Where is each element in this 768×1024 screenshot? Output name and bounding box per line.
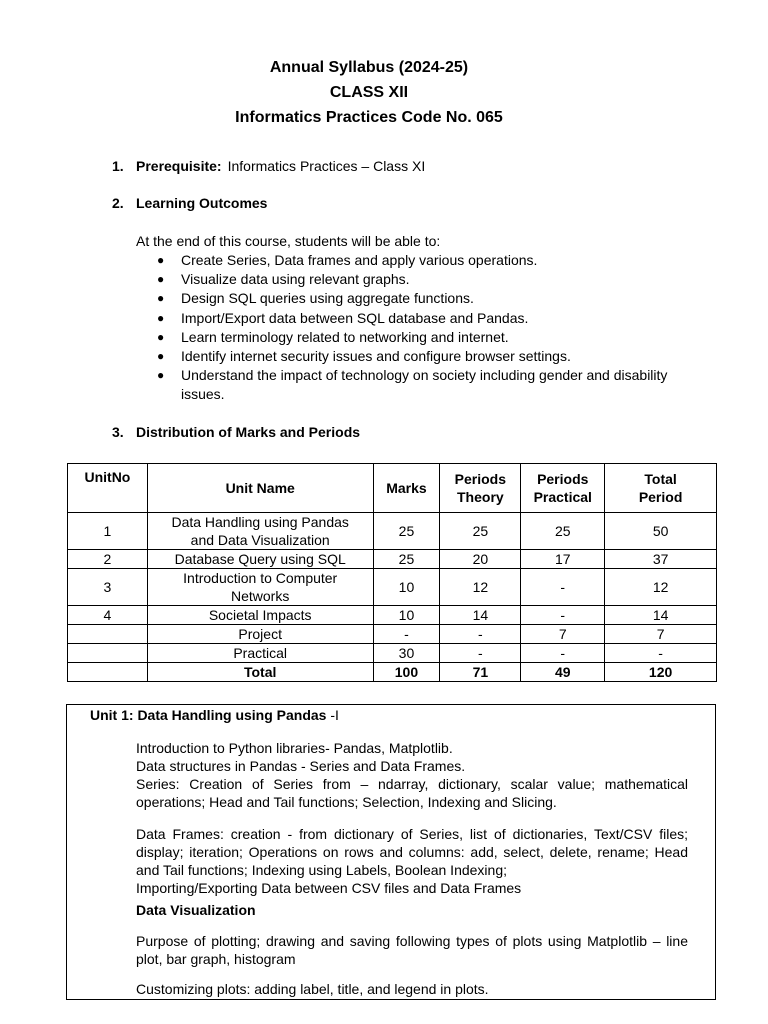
unit1-title-bold: Unit 1: Data Handling using Pandas (90, 707, 327, 723)
cell-unit: 2 (68, 550, 148, 569)
cell-unit: 4 (68, 606, 148, 625)
cell-practical: 49 (521, 663, 605, 682)
cell-total-label: Total (147, 663, 373, 682)
cell-practical: 17 (521, 550, 605, 569)
table-total-row (68, 663, 717, 682)
section-number: 3. (112, 424, 124, 440)
section-label: Prerequisite: (136, 158, 222, 174)
cell-practical: - (521, 606, 605, 625)
text-line: Series: Creation of Series from – ndarray, dictionary, scalar value; mathematical operations; Head and Tail functions; Selection, Indexing and Slicing. (136, 776, 688, 810)
section-distribution (112, 424, 360, 440)
table-row (68, 569, 717, 606)
cell-unit-name: Introduction to Computer Networks (147, 569, 373, 606)
unit1-para-customizing: Customizing plots: adding label, title, and legend in plots. (136, 981, 489, 997)
text-line: Data structures in Pandas - Series and Data Frames. (136, 758, 466, 774)
cell-total: 37 (605, 550, 717, 569)
cell-unit-name: Database Query using SQL (147, 550, 373, 569)
cell-theory: 14 (440, 606, 521, 625)
unit1-box (66, 704, 716, 1000)
section-label: Distribution of Marks and Periods (136, 424, 361, 440)
text-line: Introduction to Python libraries- Pandas, Matplotlib. (136, 740, 453, 756)
cell-marks: - (373, 625, 440, 644)
table-row (68, 513, 717, 550)
unit1-para-dataframes (136, 825, 688, 897)
cell-total: 12 (605, 569, 717, 606)
header-marks: Marks (373, 464, 440, 513)
cell-unit-name: Project (147, 625, 373, 644)
cell-unit-name: Data Handling using Pandas and Data Visualization (147, 513, 373, 550)
section-learning-outcomes (112, 195, 267, 211)
cell-practical: 7 (521, 625, 605, 644)
list-item: ● Import/Export data between SQL database and Pandas. (157, 309, 677, 328)
syllabus-title: Annual Syllabus (2024-25) (269, 59, 469, 76)
cell-theory: - (440, 625, 521, 644)
table-row (68, 550, 717, 569)
header-periods-practical (521, 464, 605, 513)
cell-total: 50 (605, 513, 717, 550)
cell-theory: 20 (440, 550, 521, 569)
cell-unit-name: Practical (147, 644, 373, 663)
cell-practical: 25 (521, 513, 605, 550)
cell-theory: 71 (440, 663, 521, 682)
data-visualization-heading: Data Visualization (136, 902, 256, 918)
section-number: 2. (112, 195, 124, 211)
header-unitno: UnitNo (68, 464, 148, 513)
header-line: Theory (457, 489, 504, 505)
list-item: ● Design SQL queries using aggregate functions. (157, 289, 677, 308)
section-prerequisite (112, 158, 425, 174)
text-line: Importing/Exporting Data between CSV files and Data Frames (136, 880, 522, 896)
table-row (68, 644, 717, 663)
cell-unit (68, 663, 148, 682)
cell-total: 7 (605, 625, 717, 644)
table-row (68, 606, 717, 625)
list-item: ● Identify internet security issues and configure browser settings. (157, 347, 677, 366)
cell-total: 14 (605, 606, 717, 625)
header-line: Period (638, 489, 683, 505)
unit1-title-suffix: -I (326, 707, 339, 723)
header-line: Total (644, 471, 677, 487)
cell-practical: - (521, 644, 605, 663)
marks-table (67, 463, 717, 682)
list-item: ● Create Series, Data frames and apply various operations. (157, 251, 677, 270)
cell-practical: - (521, 569, 605, 606)
cell-unit (68, 644, 148, 663)
section-number: 1. (112, 158, 124, 174)
header-unit-name: Unit Name (147, 464, 373, 513)
header-line: Practical (533, 489, 592, 505)
header-line: Periods (454, 471, 507, 487)
cell-marks: 30 (373, 644, 440, 663)
unit1-title (90, 707, 339, 723)
cell-marks: 25 (373, 550, 440, 569)
cell-theory: 25 (440, 513, 521, 550)
outcomes-list (157, 251, 677, 405)
header-periods-theory (440, 464, 521, 513)
cell-unit: 1 (68, 513, 148, 550)
subject-title: Informatics Practices Code No. 065 (235, 109, 503, 126)
cell-unit: 3 (68, 569, 148, 606)
cell-total: - (605, 644, 717, 663)
cell-total: 120 (605, 663, 717, 682)
cell-marks: 10 (373, 606, 440, 625)
header-line: Periods (537, 471, 589, 487)
table-header-row (68, 464, 717, 513)
class-title: CLASS XII (329, 84, 409, 101)
unit1-para-libraries (136, 739, 688, 811)
outcomes-intro: At the end of this course, students will be able to: (136, 233, 441, 249)
text-line: Data Frames: creation - from dictionary of Series, list of dictionaries, Text/CSV files; display; iteration; Operations on rows and columns: add, select, delete, rename; Head and Tail functions; Indexing using Labels, Boolean Indexing; (136, 826, 688, 878)
header-total-period (605, 464, 717, 513)
list-item: ● Understand the impact of technology on society including gender and disability issues. (157, 366, 677, 404)
cell-unit-name: Societal Impacts (147, 606, 373, 625)
cell-theory: 12 (440, 569, 521, 606)
cell-unit (68, 625, 148, 644)
cell-marks: 10 (373, 569, 440, 606)
section-value: Informatics Practices – Class XI (227, 158, 426, 174)
section-label: Learning Outcomes (136, 195, 268, 211)
table-row (68, 625, 717, 644)
list-item: ● Learn terminology related to networking and internet. (157, 328, 677, 347)
cell-marks: 100 (373, 663, 440, 682)
cell-theory: - (440, 644, 521, 663)
unit1-para-plotting: Purpose of plotting; drawing and saving following types of plots using Matplotlib – line plot, bar graph, histogram (136, 933, 688, 967)
list-item: ● Visualize data using relevant graphs. (157, 270, 677, 289)
cell-marks: 25 (373, 513, 440, 550)
